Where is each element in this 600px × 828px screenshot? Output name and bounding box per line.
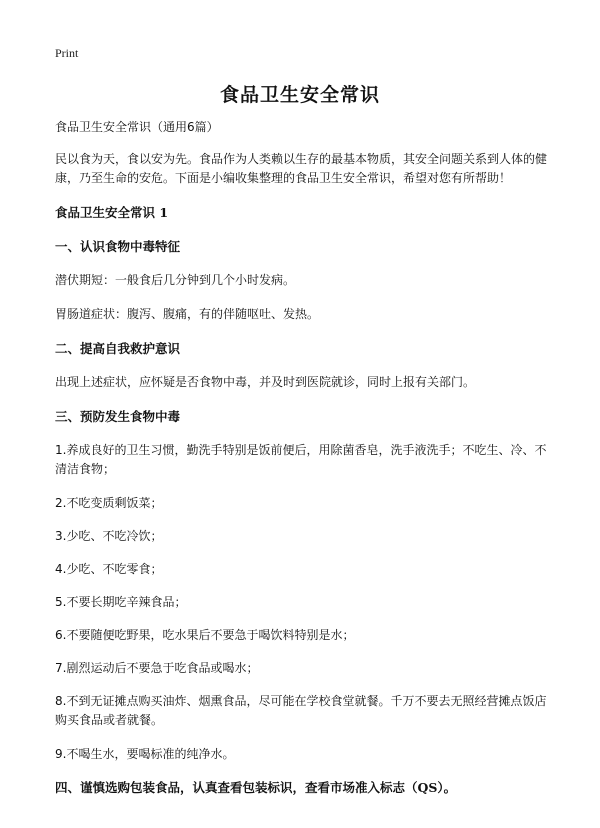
section-heading-3: 三、预防发生食物中毒 [55,409,181,424]
article-subtitle: 食品卫生安全常识（通用6篇） [55,120,219,134]
list-item: 3.少吃、不吃冷饮； [55,529,163,543]
list-item: 1.养成良好的卫生习惯，勤洗手特别是饭前便后，用除菌香皂，洗手液洗手；不吃生、冷、不清洁食物； [55,443,547,476]
list-item: 2.不吃变质剩饭菜； [55,496,163,510]
section-heading-2: 二、提高自我救护意识 [55,341,181,356]
list-item: 9.不喝生水，要喝标准的纯净水。 [55,747,235,761]
list-item: 7.剧烈运动后不要急于吃食品或喝水； [55,661,259,675]
intro-paragraph: 民以食为天，食以安为先。食品作为人类赖以生存的最基本物质，其安全问题关系到人体的健康，乃至生命的安危。下面是小编收集整理的食品卫生安全常识，希望对您有所帮助！ [55,152,548,185]
print-link[interactable]: Print [55,46,79,60]
section-1-paragraph: 潜伏期短：一般食后几分钟到几个小时发病。 [55,273,296,287]
list-item: 6.不要随便吃野果，吃水果后不要急于喝饮料特别是水； [55,628,355,642]
list-item: 8.不到无证摊点购买油炸、烟熏食品，尽可能在学校食堂就餐。千万不要去无照经营摊点饭店购买食品或者就餐。 [55,694,547,727]
section-1-paragraph: 胃肠道症状：腹泻、腹痛，有的伴随呕吐、发热。 [55,307,320,321]
section-heading-4: 四、谨慎选购包装食品，认真查看包装标识，查看市场准入标志（QS）。 [55,780,457,795]
list-item: 5.不要长期吃辛辣食品； [55,595,187,609]
section-2-paragraph: 出现上述症状，应怀疑是否食物中毒，并及时到医院就诊，同时上报有关部门。 [55,375,476,389]
page-title: 食品卫生安全常识 [219,84,380,106]
section-heading-1: 一、认识食物中毒特征 [55,239,181,254]
article-heading: 食品卫生安全常识 1 [55,205,169,220]
article-body [55,118,555,812]
list-item: 4.少吃、不吃零食； [55,562,163,576]
